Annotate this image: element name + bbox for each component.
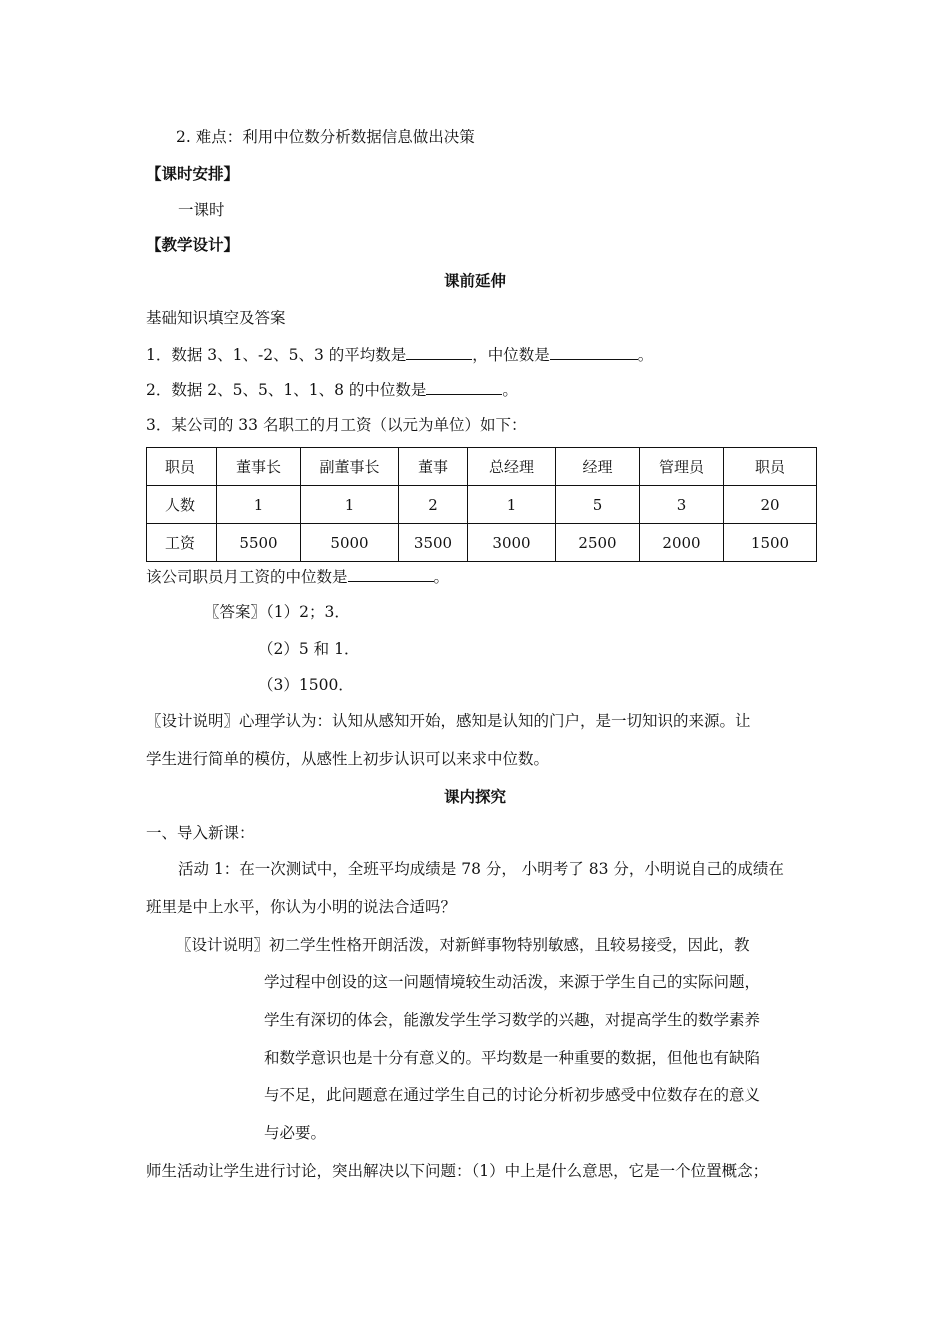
table-cell: 3000 — [468, 524, 556, 562]
table-cell: 5 — [556, 486, 640, 524]
table-header-cell: 总经理 — [468, 448, 556, 486]
table-header-row — [147, 448, 817, 486]
question-1-blank-mean — [406, 343, 472, 360]
table-cell: 1 — [301, 486, 399, 524]
question-2-blank — [426, 378, 502, 395]
table-header-cell: 董事 — [399, 448, 468, 486]
design-heading: 【教学设计】 — [146, 235, 240, 254]
table-cell: 1500 — [724, 524, 817, 562]
schedule-value: 一课时 — [178, 201, 225, 219]
answer-2: （2）5 和 1． — [258, 640, 360, 658]
question-3: 3．某公司的 33 名职工的月工资（以元为单位）如下： — [146, 416, 527, 434]
table-row — [147, 486, 817, 524]
question-1-mid: ，中位数是 — [472, 346, 550, 364]
question-1-suffix: 。 — [637, 346, 654, 364]
table-cell: 2 — [399, 486, 468, 524]
table-cell: 3 — [640, 486, 724, 524]
activity-1-line-1: 活动 1：在一次测试中，全班平均成绩是 78 分， 小明考了 83 分，小明说自己的成绩在 — [178, 860, 784, 878]
answer-3: （3）1500． — [258, 676, 354, 694]
design-note-1-line-2: 学生进行简单的模仿，从感性上初步认识可以来求中位数。 — [146, 750, 550, 768]
question-1 — [146, 343, 653, 366]
discussion-line: 师生活动让学生进行讨论，突出解决以下问题：（1）中上是什么意思，它是一个位置概念； — [146, 1162, 769, 1180]
difficulty-line: 2. 难点：利用中位数分析数据信息做出决策 — [176, 128, 475, 146]
question-3-median-suffix: 。 — [433, 568, 450, 586]
question-3-median — [146, 565, 449, 588]
section-title-in-class: 课内探究 — [443, 787, 506, 806]
basics-title: 基础知识填空及答案 — [146, 309, 286, 327]
table-cell: 1 — [217, 486, 301, 524]
table-cell: 工资 — [147, 524, 217, 562]
table-cell: 1 — [468, 486, 556, 524]
question-2-suffix: 。 — [502, 381, 518, 399]
table-cell: 人数 — [147, 486, 217, 524]
question-3-median-prefix: 该公司职员月工资的中位数是 — [146, 568, 348, 586]
table-row — [147, 524, 817, 562]
table-cell: 5500 — [217, 524, 301, 562]
question-2 — [146, 378, 518, 401]
table-cell: 2500 — [556, 524, 640, 562]
wage-table — [146, 447, 817, 562]
table-header-cell: 副董事长 — [301, 448, 399, 486]
design-note-2-line-3: 学生有深切的体会，能激发学生学习数学的兴趣，对提高学生的数学素养 — [264, 1011, 761, 1029]
activity-1-line-2: 班里是中上水平，你认为小明的说法合适吗？ — [146, 898, 457, 916]
table-cell: 3500 — [399, 524, 468, 562]
answer-1: 〖答案〗（1）2；3． — [204, 603, 350, 621]
design-note-2-line-2: 学过程中创设的这一问题情境较生动活泼，来源于学生自己的实际问题， — [264, 973, 761, 991]
table-cell: 20 — [724, 486, 817, 524]
design-note-2-line-1: 〖设计说明〗初二学生性格开朗活泼，对新鲜事物特别敏感，且较易接受，因此，教 — [176, 936, 750, 954]
table-cell: 2000 — [640, 524, 724, 562]
question-3-blank — [348, 565, 434, 582]
table-header-cell: 职员 — [147, 448, 217, 486]
design-note-2-line-6: 与必要。 — [264, 1124, 327, 1142]
question-2-prefix: 2．数据 2、5、5、1、1、8 的中位数是 — [146, 381, 427, 399]
design-note-1-line-1: 〖设计说明〗心理学认为：认知从感知开始，感知是认知的门户，是一切知识的来源。让 — [146, 712, 751, 730]
intro-heading: 一、导入新课： — [146, 824, 255, 842]
section-title-pre-class: 课前延伸 — [443, 271, 506, 290]
question-1-prefix: 1．数据 3、1、-2、5、3 的平均数是 — [146, 346, 407, 364]
table-header-cell: 管理员 — [640, 448, 724, 486]
table-cell: 5000 — [301, 524, 399, 562]
question-1-blank-median — [550, 343, 638, 360]
schedule-heading: 【课时安排】 — [146, 164, 240, 183]
table-header-cell: 董事长 — [217, 448, 301, 486]
design-note-2-line-4: 和数学意识也是十分有意义的。平均数是一种重要的数据，但他也有缺陷 — [264, 1049, 761, 1067]
table-header-cell: 职员 — [724, 448, 817, 486]
design-note-2-line-5: 与不足，此问题意在通过学生自己的讨论分析初步感受中位数存在的意义 — [264, 1086, 761, 1104]
table-header-cell: 经理 — [556, 448, 640, 486]
